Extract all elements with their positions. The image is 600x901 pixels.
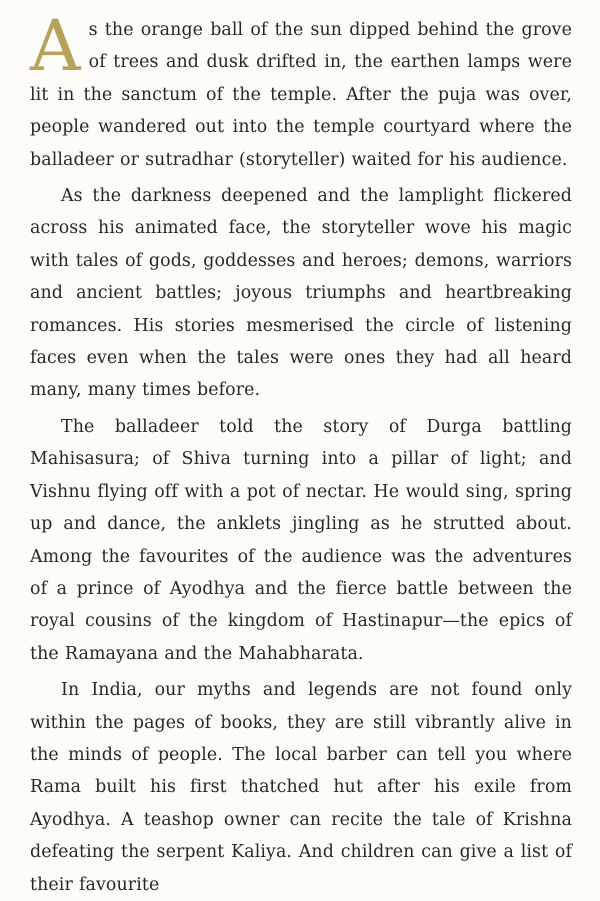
paragraph-2: As the darkness deepened and the lamplight flickered across his animated face, the storyteller wove his magic with tales of gods, goddesses and heroes; demons, warriors and ancient battles; joyous triumphs and heartbreaking romances. His stories mesmerised the circle of listening faces even when the tales were ones they had all heard many, many times before. — [30, 186, 572, 401]
paragraph-3: The balladeer told the story of Durga battling Mahisasura; of Shiva turning into a pillar of light; and Vishnu flying off with a pot of nectar. He would sing, spring up and dance, the anklets jingling as he strutted about. Among the favourites of the audience was the adventures of a prince of Ayodhya and the fierce battle between the royal cousins of the kingdom of Hastinapur—the epics of the Ramayana and the Mahabharata. — [30, 416, 572, 664]
paragraph-1 — [30, 5, 572, 176]
paragraph-1-text: s the orange ball of the sun dipped behind the grove of trees and dusk drifted in, the earthen lamps were lit in the sanctum of the temple. After the puja was over, people wandered out into the temple courtyard where the balladeer or sutradhar (storyteller) waited for his audience. — [30, 20, 572, 170]
body-text — [30, 5, 572, 901]
drop-cap-letter: A — [30, 5, 81, 87]
paragraph-4: In India, our myths and legends are not found only within the pages of books, they are still vibrantly alive in the minds of people. The local barber can tell you where Rama built his first thatched hut after his exile from Ayodhya. A teashop owner can recite the tale of Krishna defeating the serpent Kaliya. And children can give a list of their favourite — [30, 680, 572, 895]
